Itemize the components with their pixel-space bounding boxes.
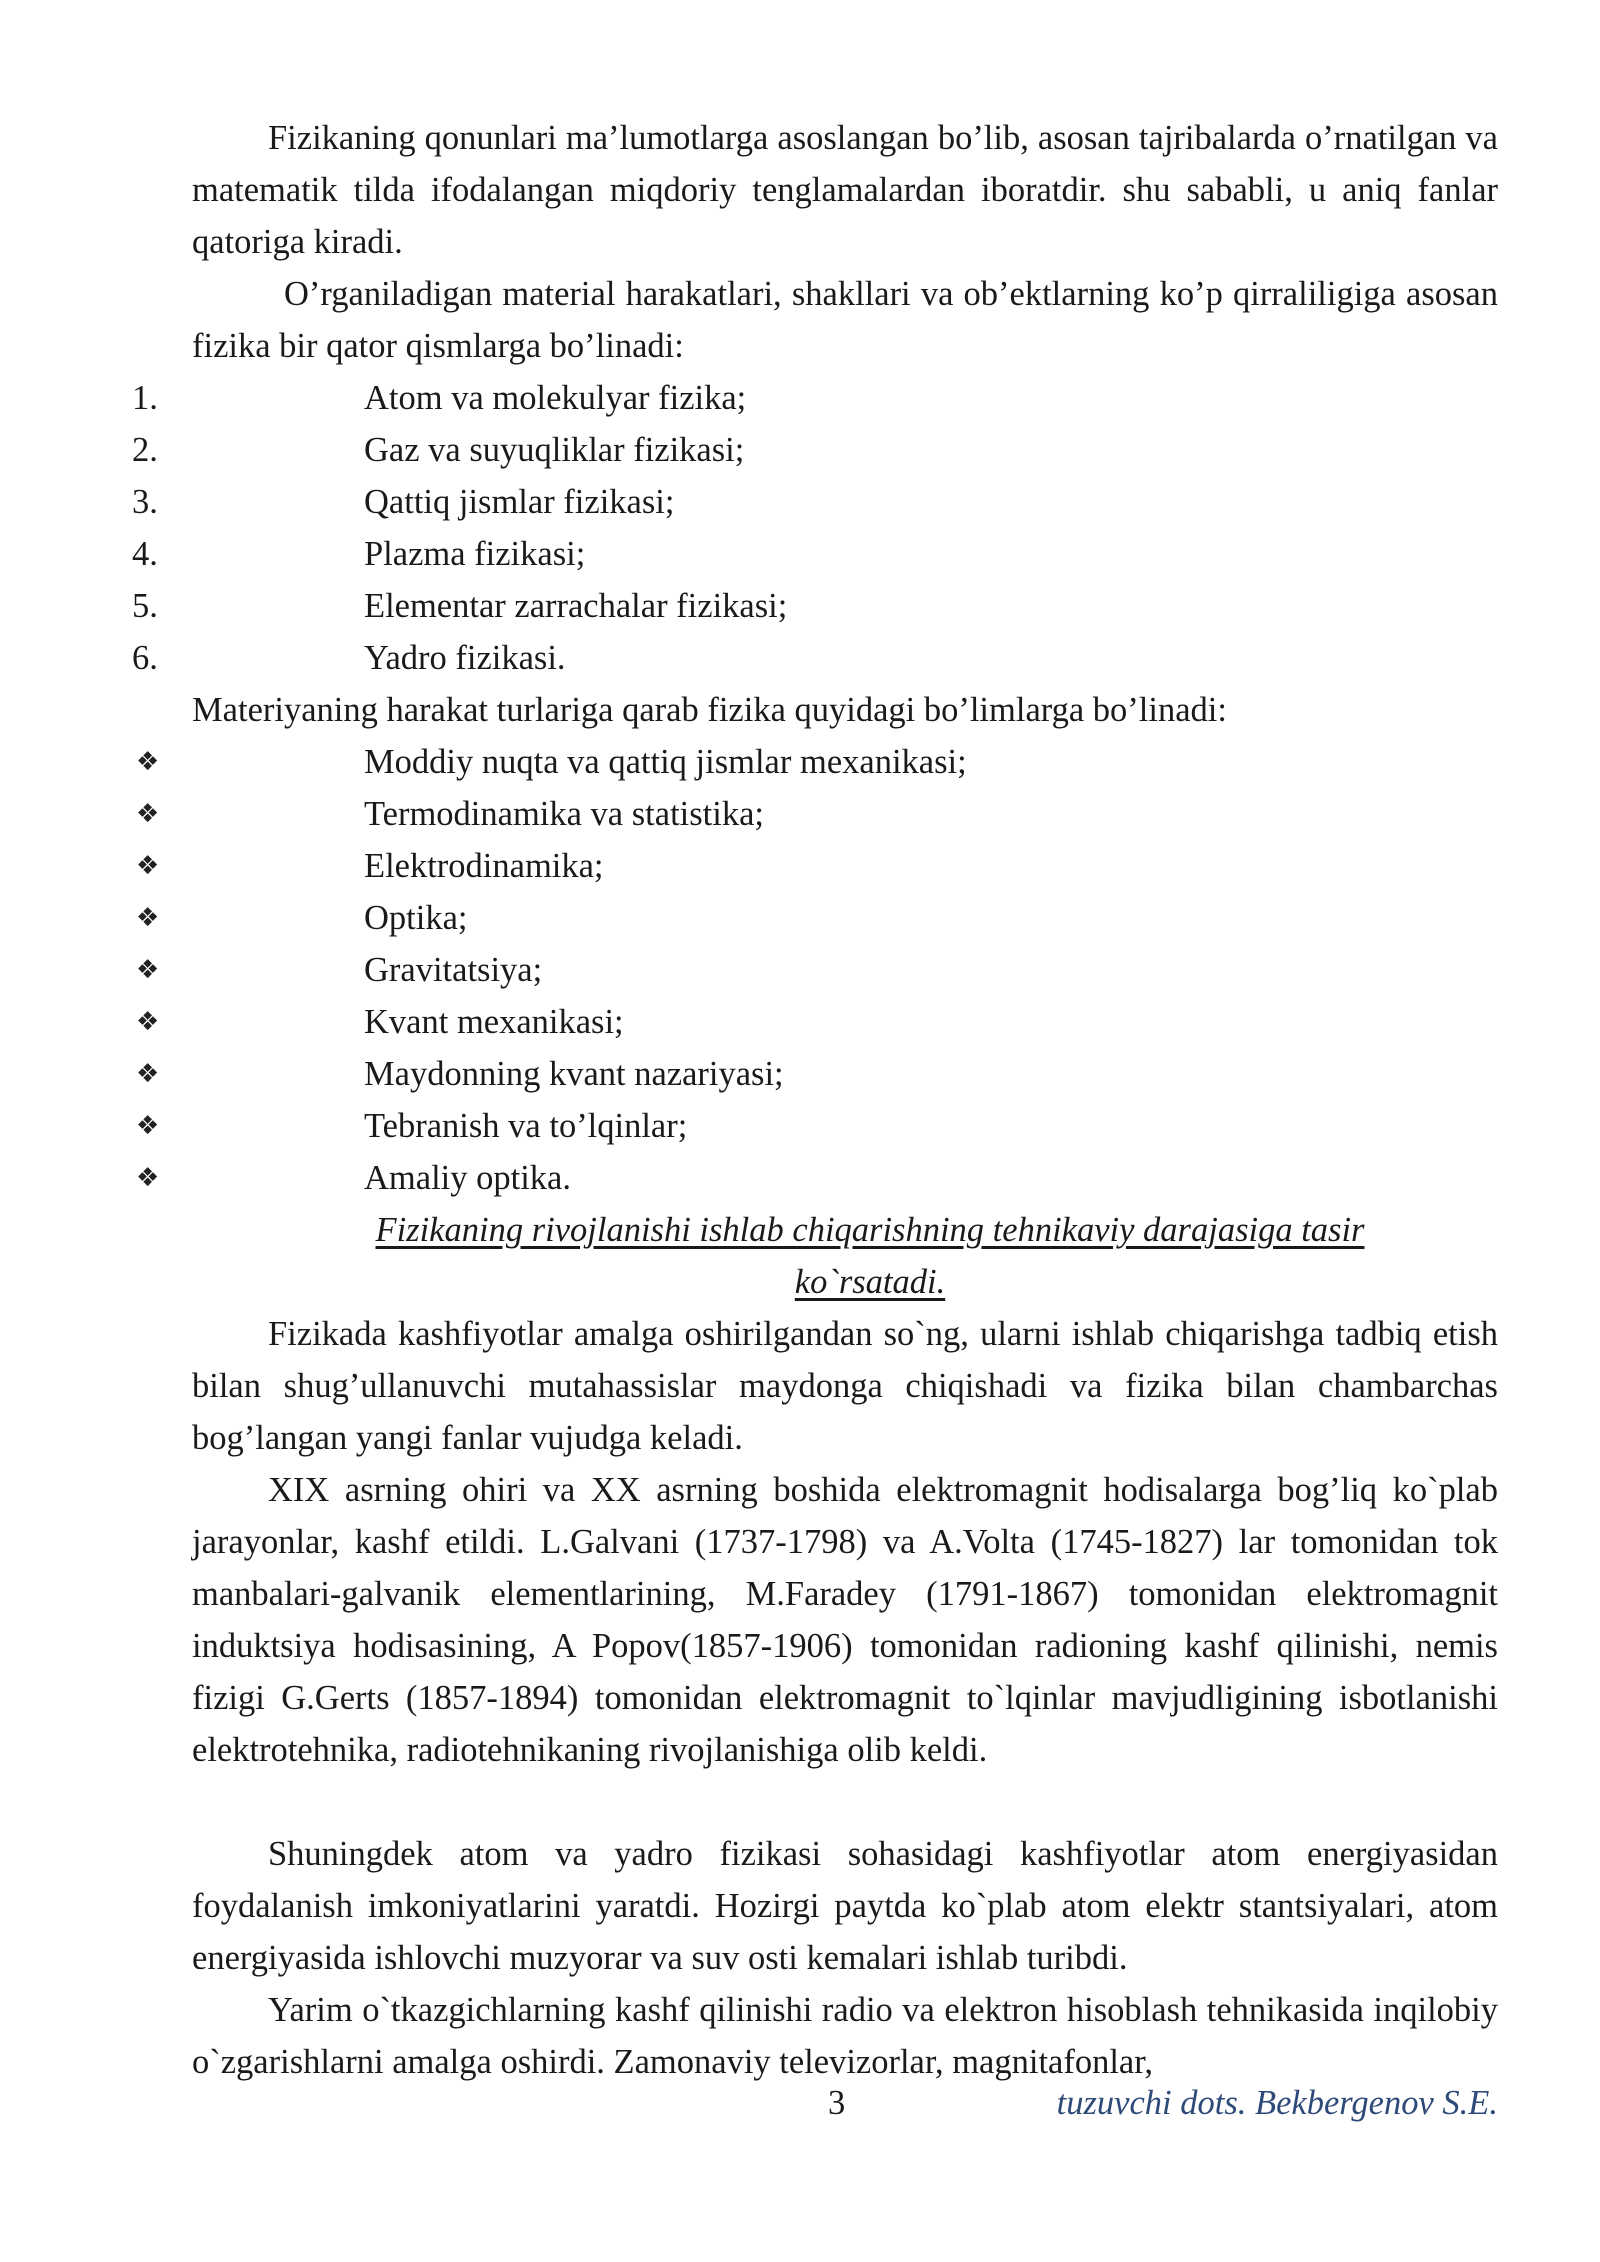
- footer-author: tuzuvchi dots. Bekbergenov S.E.: [1056, 2084, 1498, 2122]
- list-item-text: Gaz va suyuqliklar fizikasi;: [364, 431, 745, 469]
- list-item: [0, 1100, 1600, 1152]
- list-item-text: Gravitatsiya;: [364, 951, 543, 989]
- list-item-text: Elementar zarrachalar fizikasi;: [364, 587, 788, 625]
- body-paragraph: Shuningdek atom va yadro fizikasi sohasidagi kashfiyotlar atom energiyasidan foydalanish imkoniyatlarini yaratdi. Hozirgi paytda ko`plab atom elektr stantsiyalari, atom energiyasida ishlovchi muzyorar va suv osti kemalari ishlab turibdi.: [192, 1835, 1498, 1977]
- list-item-text: Qattiq jismlar fizikasi;: [364, 483, 675, 521]
- list-item: [0, 892, 1600, 944]
- list-item-text: Amaliy optika.: [364, 1159, 571, 1197]
- list-item: [0, 840, 1600, 892]
- list-item-text: Termodinamika va statistika;: [364, 795, 764, 833]
- list-item: [0, 1048, 1600, 1100]
- list-item-text: Kvant mexanikasi;: [364, 1003, 624, 1041]
- body-paragraph: XIX asrning ohiri va XX asrning boshida elektromagnit hodisalarga bog’liq ko`plab jarayonlar, kashf etildi. L.Galvani (1737-1798) va A.Volta (1745-1827) lar tomonidan tok manbalari-galvanik elementlarining, M.Faradey (1791-1867) tomonidan elektromagnit induktsiya hodisasining, A Popov(1857-1906) tomonidan radioning kashf qilinishi, nemis fizigi G.Gerts (1857-1894) tomonidan elektromagnit to`lqinlar mavjudligining isbotlanishi elektrotehnika, radiotehnikaning rivojlanishiga olib keldi.: [192, 1471, 1498, 1769]
- list-item-text: Plazma fizikasi;: [364, 535, 586, 573]
- list-number: 3.: [132, 483, 158, 521]
- diamond-bullet-icon: ❖: [136, 903, 160, 933]
- intro-paragraph-2: O’rganiladigan material harakatlari, shakllari va ob’ektlarning ko’p qirraliligiga asosan fizika bir qator qismlarga bo’linadi:: [192, 275, 1498, 365]
- diamond-bullet-icon: ❖: [136, 747, 160, 777]
- list-item-text: Moddiy nuqta va qattiq jismlar mexanikasi;: [364, 743, 967, 781]
- list-item: [0, 736, 1600, 788]
- list-item: [0, 996, 1600, 1048]
- list-number: 4.: [132, 535, 158, 573]
- list-item: [0, 476, 1600, 528]
- diamond-bullet-icon: ❖: [136, 799, 160, 829]
- list-item-text: Atom va molekulyar fizika;: [364, 379, 747, 417]
- list-number: 6.: [132, 639, 158, 677]
- list-item: [0, 424, 1600, 476]
- section-heading: Fizikaning rivojlanishi ishlab chiqarishning tehnikaviy darajasiga tasir ko`rsatadi.: [375, 1211, 1365, 1301]
- list-item-text: Yadro fizikasi.: [364, 639, 566, 677]
- list-item: [0, 1152, 1600, 1204]
- diamond-bullet-icon: ❖: [136, 955, 160, 985]
- list-item-text: Optika;: [364, 899, 468, 937]
- page-number: 3: [828, 2084, 846, 2122]
- list-number: 1.: [132, 379, 158, 417]
- list-item-text: Maydonning kvant nazariyasi;: [364, 1055, 784, 1093]
- list-number: 5.: [132, 587, 158, 625]
- diamond-bullet-icon: ❖: [136, 1007, 160, 1037]
- diamond-bullet-icon: ❖: [136, 1163, 160, 1193]
- list-item: [0, 944, 1600, 996]
- diamond-bullet-icon: ❖: [136, 1059, 160, 1089]
- list-item: [0, 632, 1600, 684]
- list-item: [0, 788, 1600, 840]
- diamond-bullet-icon: ❖: [136, 1111, 160, 1141]
- bullet-list-intro: Materiyaning harakat turlariga qarab fizika quyidagi bo’limlarga bo’linadi:: [192, 691, 1227, 729]
- list-number: 2.: [132, 431, 158, 469]
- list-item: [0, 528, 1600, 580]
- list-item-text: Elektrodinamika;: [364, 847, 604, 885]
- list-item: [0, 372, 1600, 424]
- body-paragraph: Yarim o`tkazgichlarning kashf qilinishi radio va elektron hisoblash tehnikasida inqilobiy o`zgarishlarni amalga oshirdi. Zamonaviy televizorlar, magnitafonlar,: [192, 1991, 1498, 2081]
- list-item: [0, 580, 1600, 632]
- body-paragraph: Fizikada kashfiyotlar amalga oshirilgandan so`ng, ularni ishlab chiqarishga tadbiq etish bilan shug’ullanuvchi mutahassislar maydonga chiqishadi va fizika bilan chambarchas bog’langan yangi fanlar vujudga keladi.: [192, 1315, 1498, 1457]
- diamond-bullet-icon: ❖: [136, 851, 160, 881]
- list-item-text: Tebranish va to’lqinlar;: [364, 1107, 688, 1145]
- intro-paragraph-1: Fizikaning qonunlari ma’lumotlarga asoslangan bo’lib, asosan tajribalarda o’rnatilgan va matematik tilda ifodalangan miqdoriy tenglamalardan iboratdir. shu sababli, u aniq fanlar qatoriga kiradi.: [192, 119, 1498, 261]
